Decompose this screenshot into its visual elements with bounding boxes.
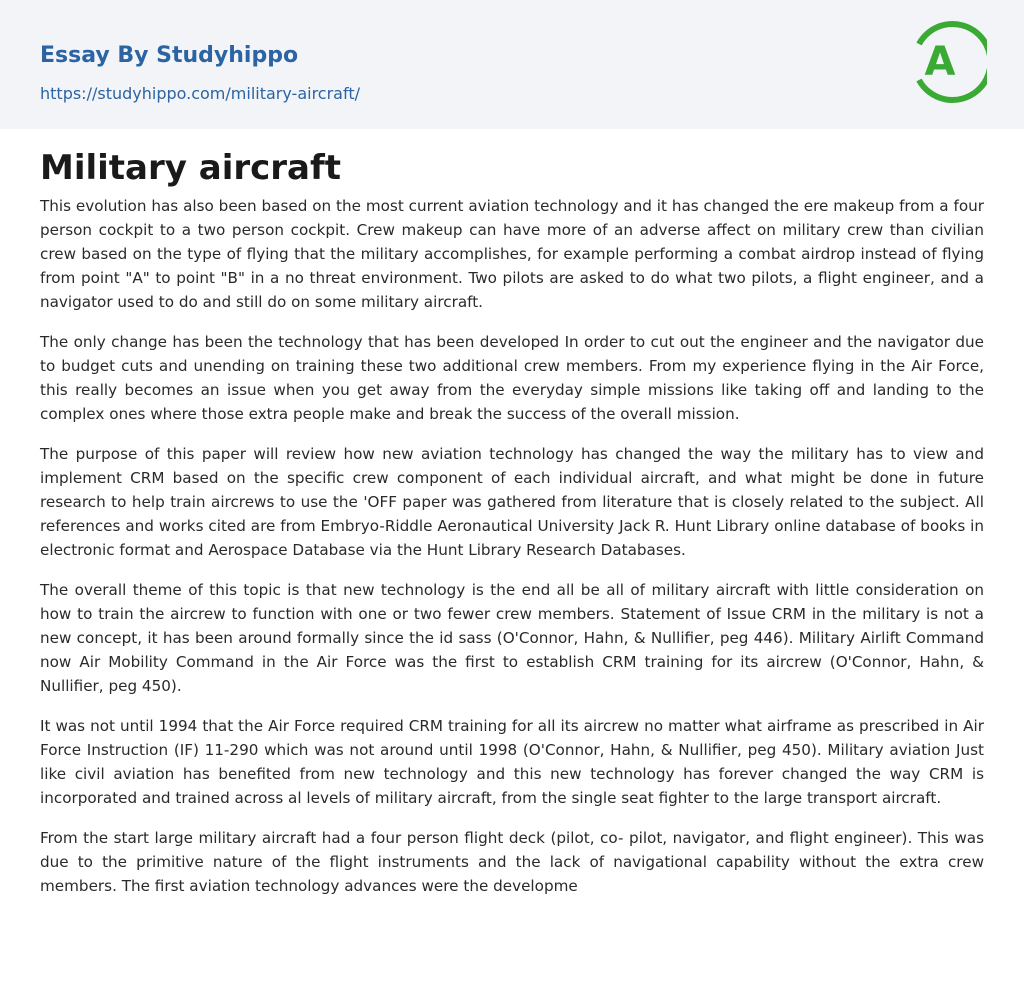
essay-paragraph-5: It was not until 1994 that the Air Force required CRM training for all its aircrew no matter what airframe as prescribed in Air Force Instruction (IF) 11-290 which was not around until 1998 (O'Connor, Hahn, & Nullifier, peg 450). Military aviation Just like civil aviation has benefited from new technology and this new technology has forever changed the way CRM is incorporated and trained across al levels of military aircraft, from the single seat fighter to the large transport aircraft. xyxy=(40,717,984,807)
essay-paragraph-4: The overall theme of this topic is that new technology is the end all be all of military aircraft with little consideration on how to train the aircrew to function with one or two fewer crew members. Statement of Issue CRM in the military is not a new concept, it has been around formally since the id sass (O'Connor, Hahn, & Nullifier, peg 446). Military Airlift Command now Air Mobility Command in the Air Force was the first to establish CRM training for its aircrew (O'Connor, Hahn, & Nullifier, peg 450). xyxy=(40,581,984,695)
page-title: Military aircraft xyxy=(40,148,342,188)
essay-body xyxy=(40,194,984,914)
studyhippo-logo-icon[interactable] xyxy=(913,19,987,105)
essay-paragraph-3: The purpose of this paper will review how new aviation technology has changed the way the military has to view and implement CRM based on the specific crew component of each individual aircraft, and what might be done in future research to help train aircrews to use the 'OFF paper was gathered from literature that is closely related to the subject. All references and works cited are from Embryo-Riddle Aeronautical University Jack R. Hunt Library online database of books in electronic format and Aerospace Database via the Hunt Library Research Databases. xyxy=(40,445,984,559)
site-header xyxy=(0,0,1024,129)
essay-paragraph-2: The only change has been the technology that has been developed In order to cut out the engineer and the navigator due to budget cuts and unending on training these two additional crew members. From my experience flying in the Air Force, this really becomes an issue when you get away from the everyday simple missions like taking off and landing to the complex ones where those extra people make and break the success of the overall mission. xyxy=(40,333,984,423)
essay-url-link[interactable]: https://studyhippo.com/military-aircraft/ xyxy=(40,84,360,103)
logo-letter: A xyxy=(924,39,956,85)
essay-paragraph-1: This evolution has also been based on the most current aviation technology and it has changed the ere makeup from a four person cockpit to a two person cockpit. Crew makeup can have more of an adverse affect on military crew than civilian crew based on the type of flying that the military accomplishes, for example performing a combat airdrop instead of flying from point "A" to point "B" in a no threat environment. Two pilots are asked to do what two pilots, a flight engineer, and a navigator used to do and still do on some military aircraft. xyxy=(40,197,984,311)
essay-paragraph-6: From the start large military aircraft had a four person flight deck (pilot, co- pilot, navigator, and flight engineer). This was due to the primitive nature of the flight instruments and the lack of navigational capability without the extra crew members. The first aviation technology advances were the developme xyxy=(40,829,984,895)
brand-title[interactable]: Essay By Studyhippo xyxy=(40,43,299,68)
